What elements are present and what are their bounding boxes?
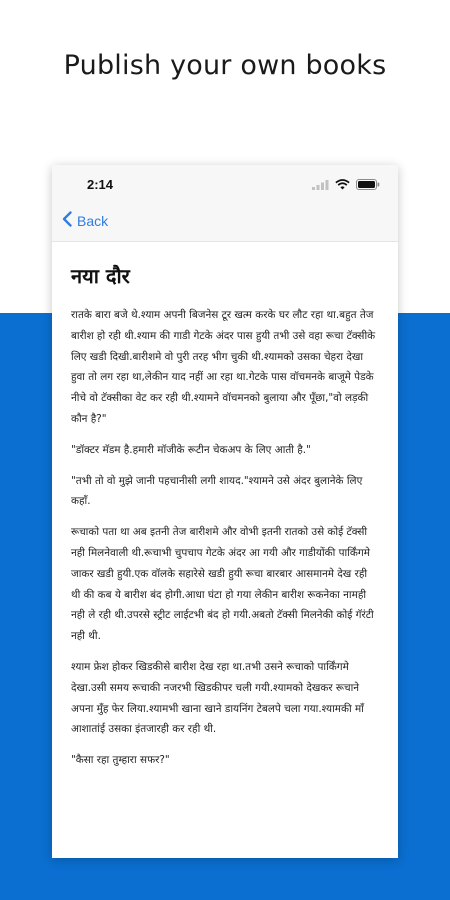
article-paragraph: "डॉक्टर मॅडम है.हमारी मॉजीके रूटीन चेकअप के लिए आती है." (71, 443, 311, 456)
navigation-bar (52, 205, 398, 242)
back-button[interactable] (62, 211, 108, 230)
article-paragraph: रातके बारा बजे थे.श्याम अपनी बिजनेस टूर खत्म करके घर लौट रहा था.बहुत तेज बारीश हो रही थी.श्याम की गाडी गेटके अंदर पास हुयी तभी उसे वहा रूचा टॅक्सीके लिए खडी दिखी.बारीशमे वो पुरी तरह भीग चुकी थी.श्यामको उसका चेहरा देखा हुवा तो लग रहा था,लेकीन याद नहीं आ रहा था.गेटके पास वॉचमनके बाजूमे पेडके नीचे वो टॅक्सीका वेट कर रही थी.श्यामने वॉचमनको बुलाया और पूँछा,"वो लड़की कौन है?" (71, 309, 376, 425)
article-paragraph: "तभी तो वो मुझे जानी पहचानीसी लगी शायद."श्यामने उसे अंदर बुलानेके लिए कहाँ. (71, 474, 363, 508)
article-paragraph: "कैसा रहा तुम्हारा सफर?" (71, 754, 170, 767)
wifi-icon (335, 175, 350, 194)
phone-screen (52, 165, 398, 858)
status-bar (52, 165, 398, 205)
back-chevron-icon (62, 211, 72, 230)
headline: Publish your own books (63, 50, 387, 81)
article-title: नया दौर (71, 264, 130, 288)
battery-icon (356, 175, 380, 194)
article-paragraph: श्याम फ्रेश होकर खिडकीसे बारीश देख रहा था.तभी उसने रूचाको पार्किंगमे देखा.उसी समय रूचाकी नजरभी खिडकीपर चली गयी.श्यामको देखकर रूचाने अपना मुँह फेर लिया.श्यामभी खाना खाने डायनिंग टेबलपे चला गया.श्यामकी माँ आशातांई उसका इंतजारही कर रही थी. (71, 660, 364, 736)
status-time: 2:14 (87, 177, 114, 192)
back-label: Back (77, 212, 109, 229)
article-content (52, 242, 398, 771)
article-paragraph: रूचाको पता था अब इतनी तेज बारीशमे और वोभी इतनी रातको उसे कोई टॅक्सी नही मिलनेवाली थी.रूचाभी चुपचाप गेटके अंदर आ गयी और गाडीयोंकी पार्किंगमे जाकर खडी हुयी.एक वॉलके सहारेसे खडी हुयी रूचा बारबार आसमानमे देख रही थी की कब ये बारीश बंद होगी.आधा घंटा हो गया लेकीन बारीश रूकनेका नामही नही ले रही थी.उपरसे स्ट्रीट लाईटभी बंद हो गयी.अबतो टॅक्सी मिलनेकी कोई गॅरंटी नही थी. (71, 526, 374, 643)
status-icons (312, 177, 380, 191)
cellular-icon (312, 175, 329, 194)
